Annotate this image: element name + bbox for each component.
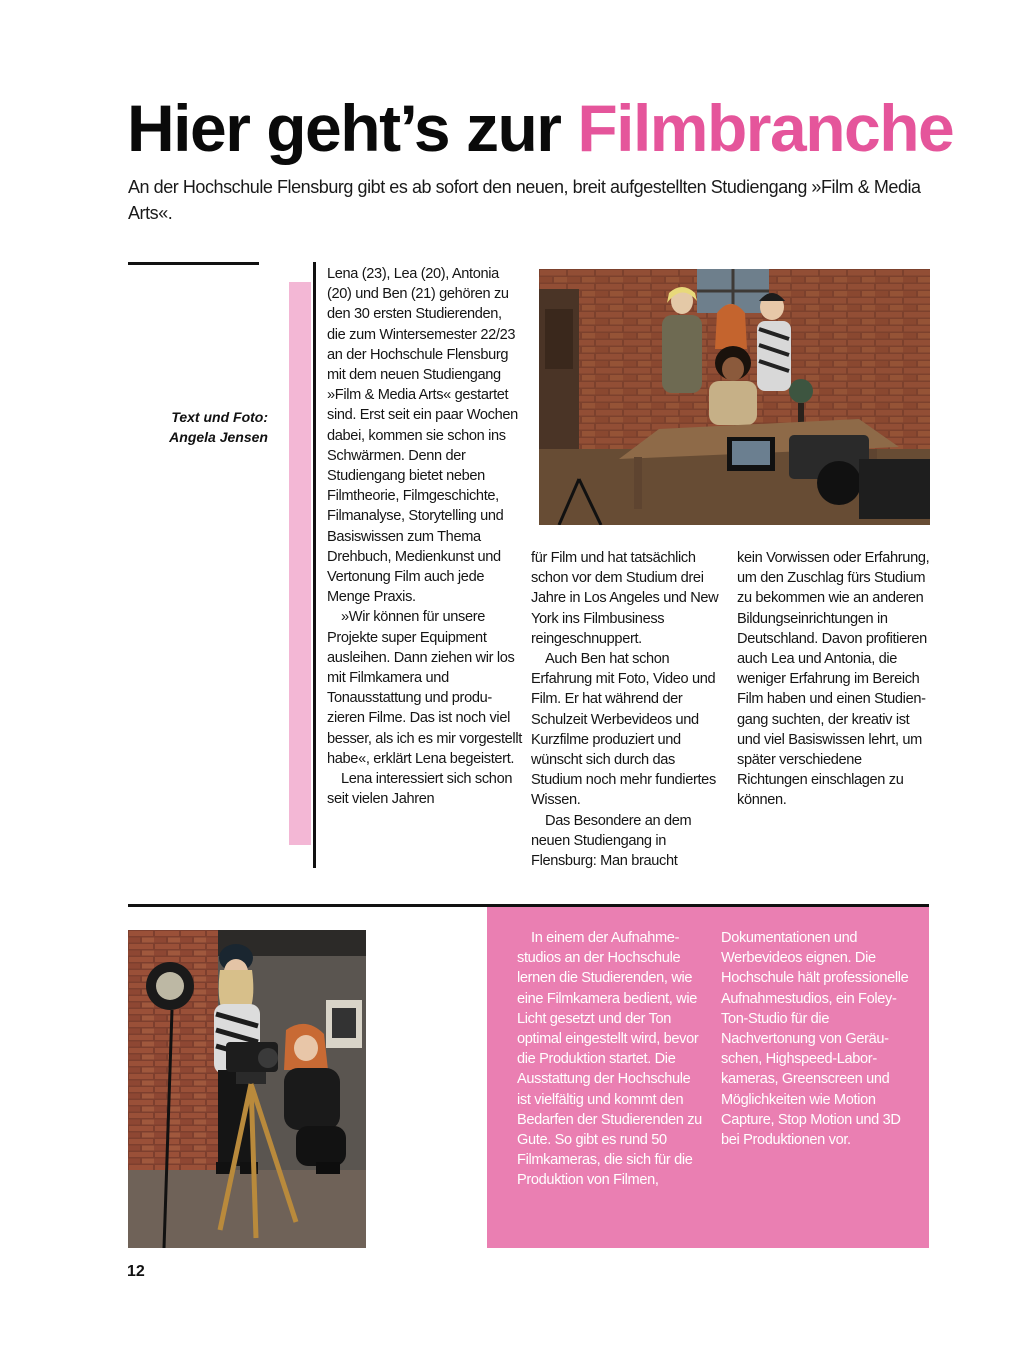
byline-line1: Text und Foto: xyxy=(171,409,268,425)
byline xyxy=(128,407,268,447)
photo-camera-tripod xyxy=(128,930,366,1248)
paragraph: In einem der Aufnahmestudios an der Hochschule lernen die Studierenden, wie eine Filmkamera bedient, wie Licht gesetzt und der Ton optimal eingestellt wird, bevor die Produktion startet. Die Ausstattung der Hochschule ist vielfältig und kommt den Bedarfen der Studierenden zu Gute. So gibt es rund 50 Filmkameras, die sich für die Produktion von Filmen, xyxy=(517,930,702,1189)
paragraph: für Film und hat tatsächlich schon vor dem Studium drei Jahre in Los Angeles und New York ins Filmbusiness reingeschnuppert. xyxy=(531,550,719,647)
paragraph: kein Vorwissen oder Erfahrung, um den Zuschlag fürs Studium zu bekommen wie an anderen Bildungseinrichtungen in Deutschland. Davon profitieren auch Lea und Antonia, die weniger Erfahrung im Bereich Film haben und einen Studiengang suchten, der kreativ ist und viel Basiswissen lehrt, um später verschiedene Richtungen einschlagen zu können. xyxy=(737,550,930,809)
info-box-column-1 xyxy=(517,928,707,1191)
info-box-column-2 xyxy=(721,928,917,1150)
paragraph: Das Besondere an dem neuen Studiengang in Flensburg: Man braucht xyxy=(531,812,692,870)
byline-line2: Angela Jensen xyxy=(169,429,268,445)
paragraph: Lena interessiert sich schon seit vielen Jahren xyxy=(327,771,513,808)
paragraph: Auch Ben hat schon Erfahrung mit Foto, Video und Film. Er hat während der Schulzeit Werbevideos und Kurzfilme produziert und wünscht sich durch das Studium noch mehr fundiertes Wissen. xyxy=(531,651,716,809)
divider-short xyxy=(128,262,259,265)
paragraph: »Wir können für unsere Projekte super Equipment ausleihen. Dann ziehen wir los mit Filmkamera und Tonausstattung und produzieren Filme. Das ist noch viel besser, als ich es mir vorgestellt habe«, erklärt Lena begeistert. xyxy=(327,609,522,767)
paragraph: Lena (23), Lea (20), Antonia (20) und Ben (21) gehören zu den 30 ersten Studierenden, die zum Wintersemester 22/23 an der Hochschule Flensburg mit dem neuen Studiengang »Film & Media Arts« gestartet sind. Erst seit ein paar Wochen dabei, kommen sie schon ins Schwärmen. Denn der Studiengang bietet neben Filmtheorie, Filmgeschichte, Filmanalyse, Storytelling und Basiswissen zum Thema Drehbuch, Medienkunst und Vertonung Film auch jede Menge Praxis. xyxy=(327,266,518,606)
article-column-1 xyxy=(327,264,522,809)
page-number: 12 xyxy=(127,1263,145,1280)
photo-students-studio xyxy=(539,269,930,525)
pink-accent-bar xyxy=(289,282,311,845)
subline: An der Hochschule Flensburg gibt es ab sofort den neuen, breit aufgestellten Studiengang »Film & Media Arts«. xyxy=(128,177,921,223)
black-accent-bar xyxy=(313,262,316,868)
page-title xyxy=(127,86,954,170)
headline-part1: Hier geht’s zur xyxy=(127,91,578,165)
article-column-3 xyxy=(737,548,933,811)
paragraph: Dokumentationen und Werbevideos eignen. Die Hochschule hält professionelle Aufnahmestudios, ein Foley-Ton-Studio für die Nachvertonung von Geräuschen, Highspeed-Laborkameras, Greenscreen und Möglichkeiten wie Motion Capture, Stop Motion und 3D bei Produktionen vor. xyxy=(721,930,909,1149)
headline-part2: Filmbranche xyxy=(577,91,954,165)
article-column-2 xyxy=(531,548,723,871)
